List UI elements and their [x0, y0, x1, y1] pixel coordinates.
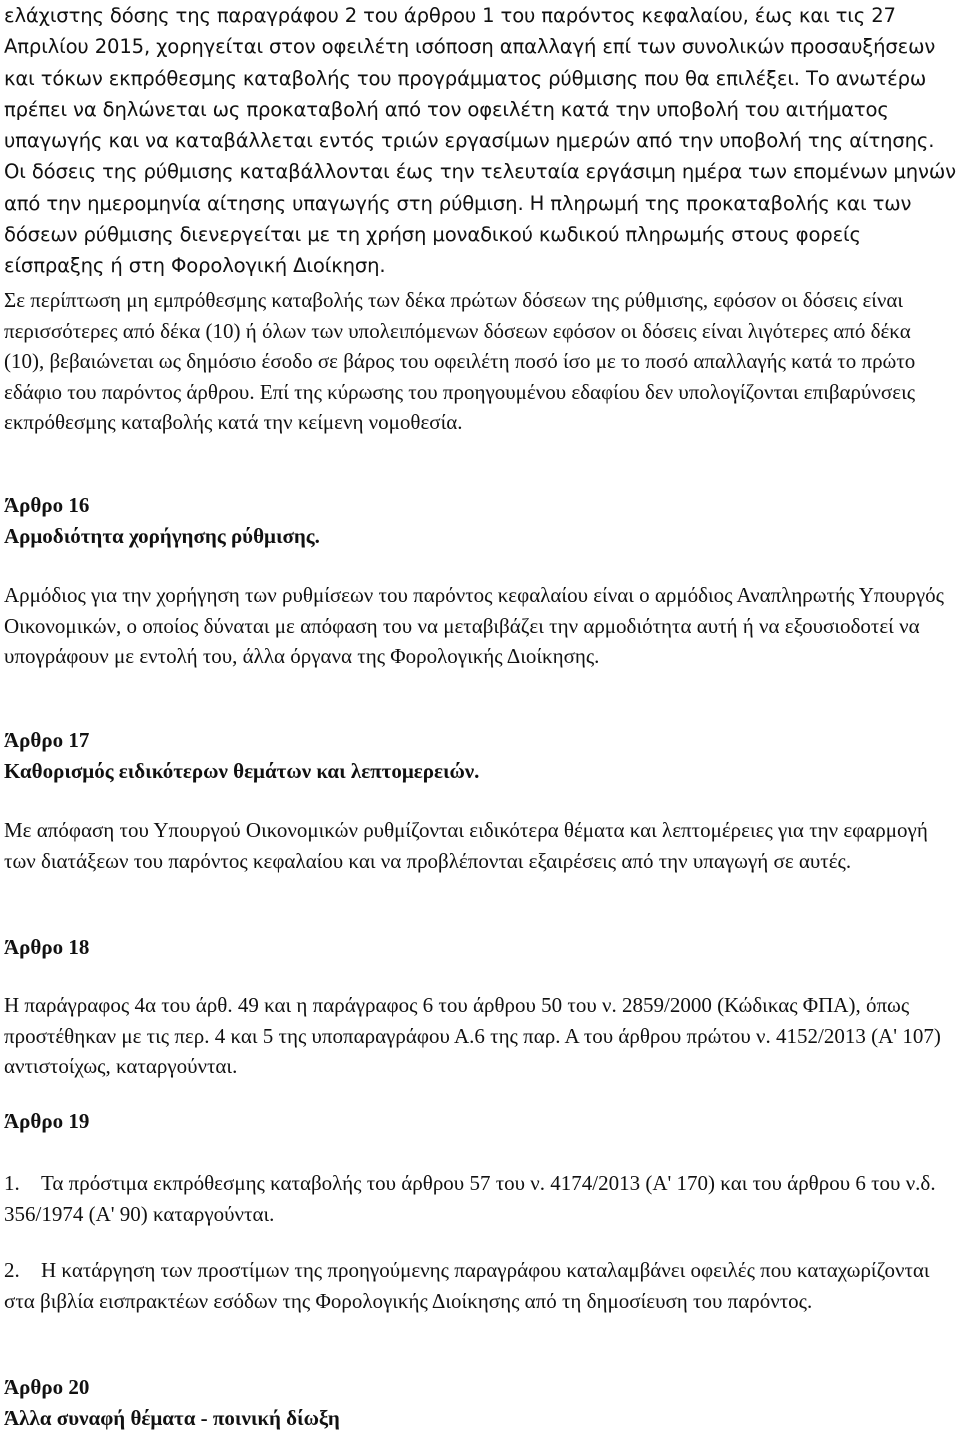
article-20-title: Άλλα συναφή θέματα - ποινική δίωξη	[4, 1406, 340, 1430]
article-17-title: Καθορισμός ειδικότερων θεμάτων και λεπτομερειών.	[4, 759, 480, 783]
article-17-heading: Άρθρο 17	[4, 728, 90, 752]
item-text: Τα πρόστιμα εκπρόθεσμης καταβολής του άρθρου 57 του ν. 4174/2013 (Α' 170) και του άρθρου 6 του ν.δ. 356/1974 (Α' 90) καταργούνται.	[4, 1171, 936, 1226]
article-16-body: Αρμόδιος για την χορήγηση των ρυθμίσεων του παρόντος κεφαλαίου είναι ο αρμόδιος Αναπληρωτής Υπουργός Οικονομικών, ο οποίος δύναται με απόφαση του να μεταβιβάζει την αρμοδιότητα αυτή ή να εξουσιοδοτεί να υπογράφουν με εντολή του, άλλα όργανα της Φορολογικής Διοίκησης.	[4, 583, 944, 668]
article-17-body: Με απόφαση του Υπουργού Οικονομικών ρυθμίζονται ειδικότερα θέματα και λεπτομέρειες για την εφαρμογή των διατάξεων του παρόντος κεφαλαίου και να προβλέπονται εξαιρέσεις από την υπαγωγή σε αυτές.	[4, 818, 928, 873]
article-19-item-2	[4, 1255, 956, 1316]
article-18-heading: Άρθρο 18	[4, 935, 90, 959]
article-16-title: Αρμοδιότητα χορήγησης ρύθμισης.	[4, 524, 320, 548]
item-number: 1.	[4, 1171, 20, 1195]
item-number: 2.	[4, 1258, 20, 1282]
article-19-item-1	[4, 1168, 956, 1229]
paragraph-intro: ελάχιστης δόσης της παραγράφου 2 του άρθρου 1 του παρόντος κεφαλαίου, έως και τις 27 Απριλίου 2015, χορηγείται στον οφειλέτη ισόποση απαλλαγή επί των συνολικών προσαυξήσεων και τόκων εκπρόθεσμης καταβολής του προγράμματος ρύθμισης που θα επιλέξει. Το ανωτέρω πρέπει να δηλώνεται ως προκαταβολή από τον οφειλέτη κατά την υποβολή του αιτήματος υπαγωγής και να καταβάλλεται εντός τριών εργασίμων ημερών από την υποβολή της αίτησης. Οι δόσεις της ρύθμισης καταβάλλονται έως την τελευταία εργάσιμη ημέρα των επομένων μηνών από την ημερομηνία αίτησης υπαγωγής στη ρύθμιση. Η πληρωμή της προκαταβολής και των δόσεων ρύθμισης διενεργείται με τη χρήση μοναδικού κωδικού πληρωμής στους φορείς είσπραξης ή στη Φορολογική Διοίκηση.	[4, 4, 956, 278]
item-text: Η κατάργηση των προστίμων της προηγούμενης παραγράφου καταλαμβάνει οφειλές που καταχωρίζονται στα βιβλία εισπρακτέων εσόδων της Φορολογικής Διοίκησης από τη δημοσίευση του παρόντος.	[4, 1258, 930, 1313]
article-19-heading: Άρθρο 19	[4, 1109, 90, 1133]
paragraph-late-payment: Σε περίπτωση μη εμπρόθεσμης καταβολής των δέκα πρώτων δόσεων της ρύθμισης, εφόσον οι δόσεις είναι περισσότερες από δέκα (10) ή όλων των υπολειπόμενων δόσεων εφόσον οι δόσεις είναι λιγότερες από δέκα (10), βεβαιώνεται ως δημόσιο έσοδο σε βάρος του οφειλέτη ποσό ίσο με το ποσό απαλλαγής κατά το πρώτο εδάφιο του παρόντος άρθρου. Επί της κύρωσης του προηγουμένου εδαφίου δεν υπολογίζονται επιβαρύνσεις εκπρόθεσμης καταβολής κατά την κείμενη νομοθεσία.	[4, 288, 916, 434]
article-20-heading: Άρθρο 20	[4, 1375, 90, 1399]
article-16-heading: Άρθρο 16	[4, 493, 90, 517]
article-18-body: Η παράγραφος 4α του άρθ. 49 και η παράγραφος 6 του άρθρου 50 του ν. 2859/2000 (Κώδικας ΦΠΑ), όπως προστέθηκαν με τις περ. 4 και 5 της υποπαραγράφου Α.6 της παρ. Α του άρθρου πρώτου ν. 4152/2013 (Α' 107) αντιστοίχως, καταργούνται.	[4, 993, 941, 1078]
